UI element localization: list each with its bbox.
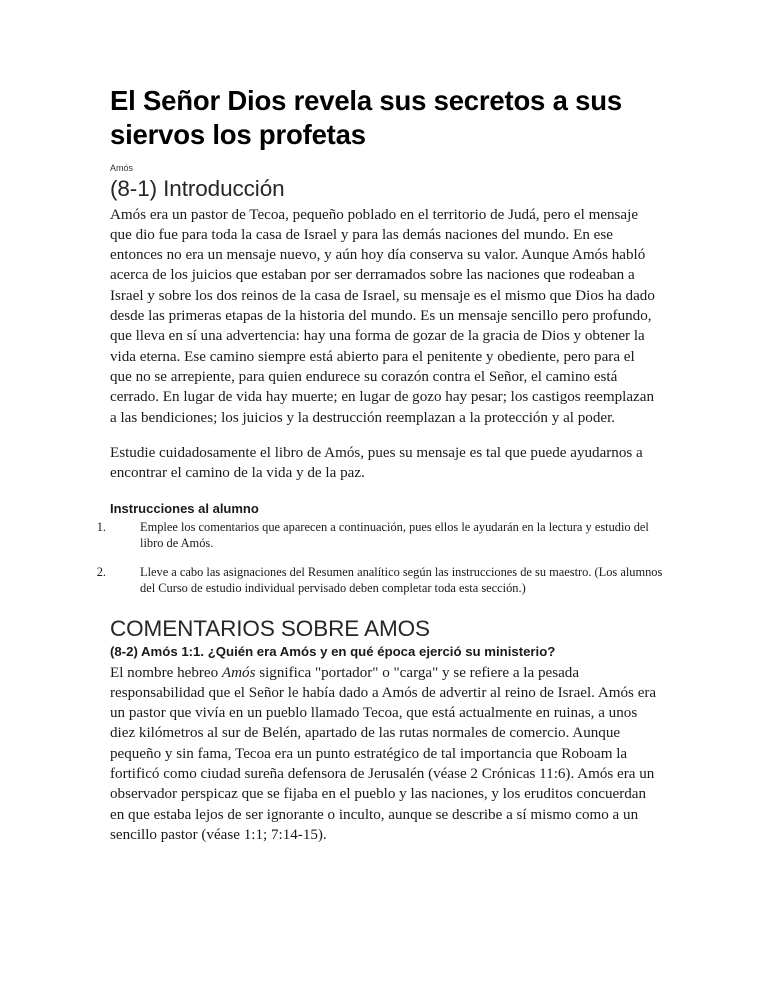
list-item-marker: 1.	[96, 519, 106, 534]
answer-italic-term: Amós	[221, 664, 256, 681]
answer-text-part-2: significa "portador" o "carga" y se refiere a la pesada responsabilidad que el Señor le había dado a Amós de advertir al reino de Israel. Amós era un pastor que vivía en un pueblo llamado Tecoa, que está actualmente en ruinas, a unos diez kilómetros al sur de Belén, apartado de las rutas normales de comercio. Aunque pequeño y sin fama, Tecoa era un punto estratégico de tal importancia que Roboam la fortificó como ciudad sureña defensora de Jerusalén (véase 2 Crónicas 11:6). Amós era un observador perspicaz que se fijaba en el pueblo y las naciones, y los eruditos concuerdan en que estaba lejos de ser ignorante o inculto, aunque se describe a sí mismo como a un sencillo pastor (véase 1:1; 7:14-15).	[110, 664, 657, 843]
list-item	[96, 519, 672, 552]
intro-paragraph-1: Amós era un pastor de Tecoa, pequeño poblado en el territorio de Judá, pero el mensaje que dio fue para toda la casa de Israel y para las demás naciones del mundo. En ese entonces no era un mensaje nuevo, y aún hoy día conserva su valor. Aunque Amós habló acerca de los juicios que estaban por ser derramados sobre las naciones que rodeaban a Israel y sobre los dos reinos de la casa de Israel, su mensaje es el mismo que Dios ha dado desde las primeras etapas de la historia del mundo. Es un mensaje sencillo pero profundo, que lleva en sí una advertencia: hay una forma de gozar de la gracia de Dios y obtener la vida eterna. Ese camino siempre está abierto para el penitente y obediente, pero para el que no se arrepiente, para quien endurece su corazón contra el Señor, el camino está cerrado. En lugar de vida hay muerte; en lugar de gozo hay pesar; los castigos reemplazan a las bendiciones; los juicios y la destrucción reemplazan a la protección y al poder.	[110, 206, 655, 426]
comments-heading: COMENTARIOS SOBRE AMOS	[110, 615, 430, 641]
intro-paragraph-2: Estudie cuidadosamente el libro de Amós, pues su mensaje es tal que puede ayudarnos a encontrar el camino de la vida y de la paz.	[110, 444, 643, 482]
list-item-text: Lleve a cabo las asignaciones del Resumen analítico según las instrucciones de su maestro. (Los alumnos del Curso de estudio individual pervisado deben completar toda esta sección.)	[140, 564, 663, 596]
document-content	[96, 84, 663, 845]
answer-text-part-1: El nombre hebreo	[110, 664, 222, 681]
page-title: El Señor Dios revela sus secretos a sus siervos los profetas	[110, 85, 622, 151]
comments-answer-paragraph	[110, 663, 658, 846]
section-heading-introduccion: (8-1) Introducción	[110, 175, 285, 201]
list-item	[96, 564, 672, 597]
instructions-list	[96, 519, 672, 597]
list-item-marker: 2.	[96, 564, 106, 579]
comments-question-heading: (8-2) Amós 1:1. ¿Quién era Amós y en qué época ejerció su ministerio?	[110, 643, 556, 659]
book-label: Amós	[110, 162, 134, 173]
instructions-heading: Instrucciones al alumno	[110, 501, 259, 517]
list-item-text: Emplee los comentarios que aparecen a continuación, pues ellos le ayudarán en la lectura y estudio del libro de Amós.	[140, 519, 649, 551]
instructions-list-wrap	[96, 519, 663, 597]
